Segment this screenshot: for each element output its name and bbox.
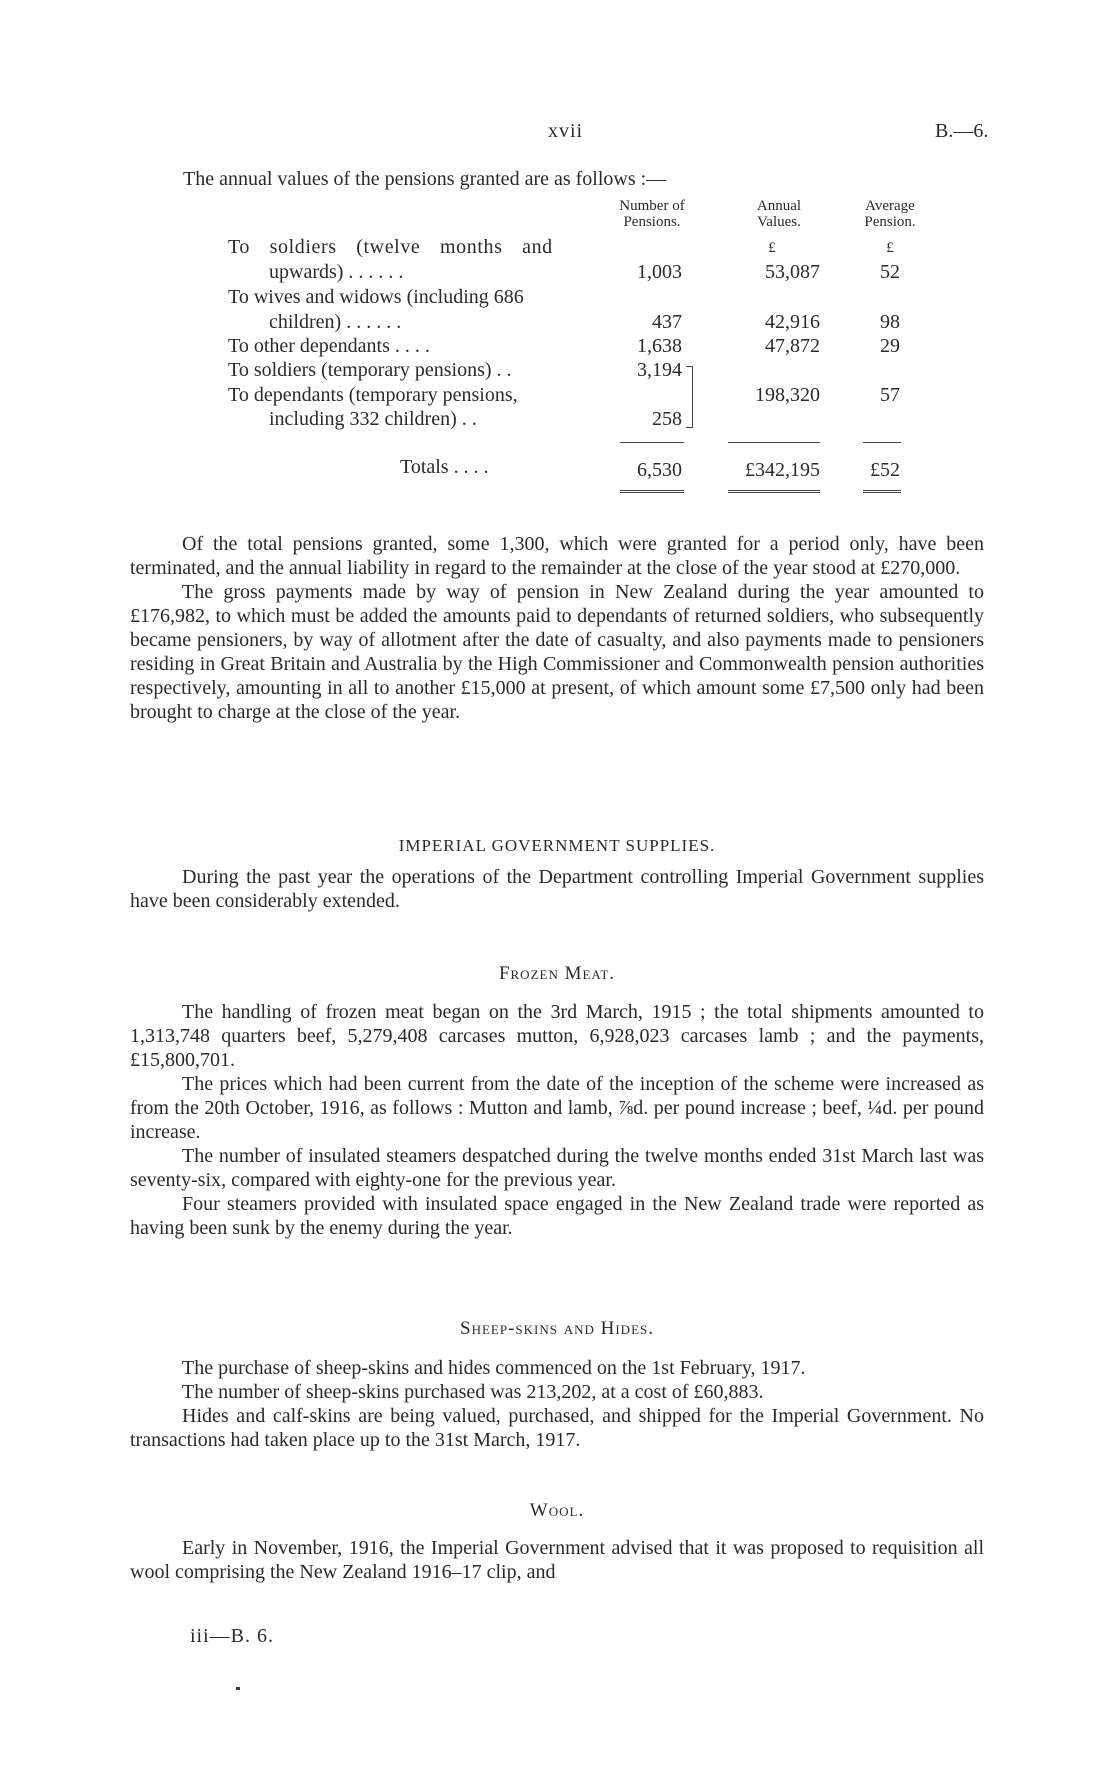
paragraph: Of the total pensions granted, some 1,300, which were granted for a period only, have been terminated, and the annual liability in regard to the remainder at the close of the year stood at £270,000. [130,533,984,579]
number-cell: 3,194 [637,359,682,381]
annual-cell: 47,872 [765,335,820,357]
row-label: To soldiers (temporary pensions) . . [228,359,512,381]
average-cell: 52 [880,261,900,283]
average-cell: 29 [880,335,900,357]
annual-cell: 198,320 [755,384,820,406]
paragraph: The number of sheep-skins purchased was 213,202, at a cost of £60,883. [182,1381,764,1403]
row-label: children) . . . . . . [269,311,402,333]
row-label: To soldiers (twelve months and [228,236,553,258]
annual-cell: 53,087 [765,261,820,283]
paragraph: The prices which had been current from the date of the inception of the scheme were increased as from the 20th October, 1916, as follows : Mutton and lamb, ⅞d. per pound increase ; beef, ¼d. per pound increase. [130,1073,984,1143]
frozen-meat-text [130,1000,984,1240]
paragraph: The handling of frozen meat began on the 3rd March, 1915 ; the total shipments amounted to 1,313,748 quarters beef, 5,279,408 carcases mutton, 6,928,023 carcases lamb ; and the payments, £15,800,701. [130,1001,984,1071]
row-label: To wives and widows (including 686 [228,286,524,308]
rule-line [620,442,684,443]
row-label: including 332 children) . . [269,408,477,430]
number-cell: 437 [652,311,682,333]
paragraph: Four steamers provided with insulated space engaged in the New Zealand trade were reported as having been sunk by the enemy during the year. [130,1193,984,1239]
total-average: £52 [870,459,900,481]
document-reference: B.—6. [935,120,989,142]
paragraph: The purchase of sheep-skins and hides commenced on the 1st February, 1917. [182,1357,806,1379]
column-header-number: Number of Pensions. [619,198,685,230]
column-header-annual: Annual Values. [756,198,802,230]
number-cell: 1,638 [637,335,682,357]
section-heading: Wool. [529,1500,585,1521]
brace-bracket [686,366,693,428]
page-number: xvii [548,120,584,142]
annual-cell: 42,916 [765,311,820,333]
sheepskins-text [130,1356,984,1452]
column-header-average: Average Pension. [864,198,916,230]
paragraph: Hides and calf-skins are being valued, purchased, and shipped for the Imperial Government. No transactions had taken place up to the 31st March, 1917. [130,1405,984,1451]
rule-line [863,442,901,443]
stray-mark [236,1687,240,1690]
row-label: To dependants (temporary pensions, [228,384,518,406]
rule-line [728,442,820,443]
currency-symbol: £ [768,240,776,256]
average-cell: 57 [880,384,900,406]
section-heading: Sheep-skins and Hides. [460,1318,654,1339]
number-cell: 1,003 [637,261,682,283]
double-rule [728,490,820,493]
total-number: 6,530 [637,459,682,481]
paragraph: During the past year the operations of the Department controlling Imperial Government supplies have been considerably extended. [130,866,984,912]
imperial-text [130,865,984,913]
wool-text [130,1536,984,1584]
section-heading: IMPERIAL GOVERNMENT SUPPLIES. [398,836,716,855]
totals-label: Totals . . . . [400,456,489,478]
pensions-text [130,532,984,724]
average-cell: 98 [880,311,900,333]
double-rule [620,490,684,493]
paragraph: Early in November, 1916, the Imperial Government advised that it was proposed to requisition all wool comprising the New Zealand 1916–17 clip, and [130,1537,984,1583]
paragraph: The number of insulated steamers despatched during the twelve months ended 31st March last was seventy-six, compared with eighty-one for the previous year. [130,1145,984,1191]
pensions-intro: The annual values of the pensions granted are as follows :— [183,168,667,190]
row-label: upwards) . . . . . . [269,261,404,283]
double-rule [863,490,901,493]
total-annual: £342,195 [745,459,820,481]
number-cell: 258 [652,408,682,430]
row-label: To other dependants . . . . [228,335,430,357]
paragraph: The gross payments made by way of pension in New Zealand during the year amounted to £176,982, to which must be added the amounts paid to dependants of returned soldiers, who subsequently became pensioners, by way of allotment after the date of casualty, and also payments made to pensioners residing in Great Britain and Australia by the High Commissioner and Commonwealth pension authorities respectively, amounting in all to another £15,000 at present, of which amount some £7,500 only had been brought to charge at the close of the year. [130,581,984,723]
signature-mark: iii—B. 6. [190,1625,275,1647]
currency-symbol: £ [886,240,894,256]
section-heading: Frozen Meat. [498,963,616,984]
